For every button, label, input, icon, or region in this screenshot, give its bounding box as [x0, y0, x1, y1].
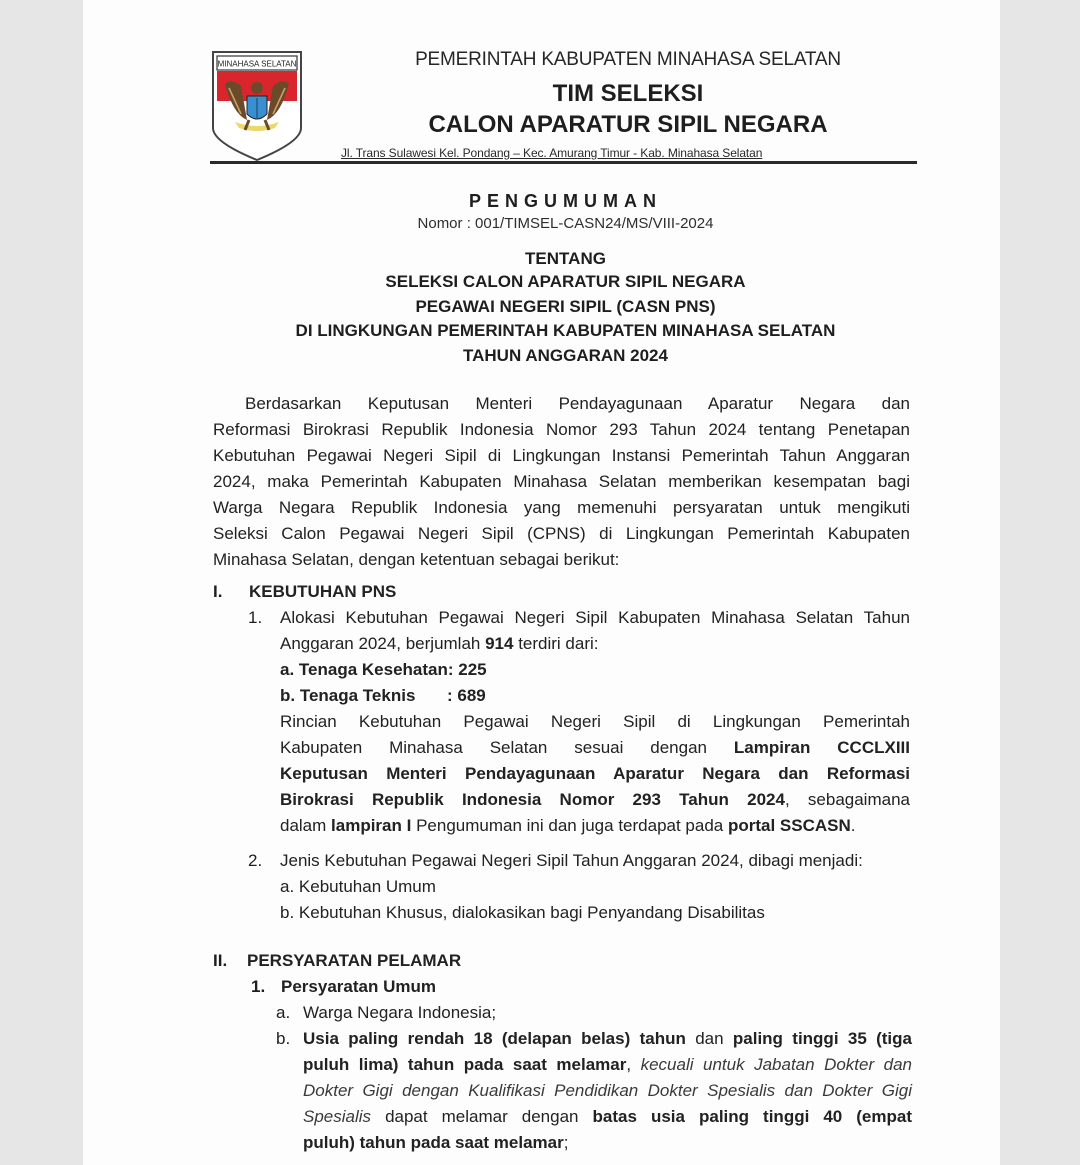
intro-line: Minahasa Selatan, dengan ketentuan sebagai berikut: — [213, 550, 620, 569]
allocation-value: : 225 — [447, 660, 487, 679]
text-span: Lampiran CCCLXIII — [733, 738, 910, 757]
intro-line: Berdasarkan Keputusan Menteri Pendayagunaan Aparatur Negara dan — [245, 394, 910, 413]
text-span: portal SSCASN — [727, 816, 851, 835]
requirement-b-marker: b. — [276, 1029, 291, 1048]
letterhead-team-name: TIM SELEKSI — [552, 80, 704, 107]
allocation-value: : 689 — [447, 686, 486, 705]
allocation-label: a. Tenaga Kesehatan — [280, 660, 448, 679]
item-2-sub: b. Kebutuhan Khusus, dialokasikan bagi Penyandang Disabilitas — [280, 903, 765, 922]
requirement-b-line — [303, 1026, 912, 1052]
detail-line: Keputusan Menteri Pendayagunaan Aparatur Negara dan Reformasi — [280, 764, 910, 783]
letterhead-divider — [210, 161, 917, 164]
text-span: puluh) tahun pada saat melamar — [303, 1133, 564, 1152]
subject-line: DI LINGKUNGAN PEMERINTAH KABUPATEN MINAHASA SELATAN — [295, 321, 836, 340]
subject-line: SELEKSI CALON APARATUR SIPIL NEGARA — [385, 272, 746, 291]
text-span: Pengumuman ini dan juga terdapat pada — [411, 816, 728, 835]
item-2-line: Jenis Kebutuhan Pegawai Negeri Sipil Tahun Anggaran 2024, dibagi menjadi: — [280, 851, 863, 870]
text-span: dan — [685, 1029, 733, 1048]
intro-line: Reformasi Birokrasi Republik Indonesia Nomor 293 Tahun 2024 tentang Penetapan — [213, 420, 910, 439]
text-span: Anggaran 2024, berjumlah — [280, 634, 486, 653]
text-span: dalam — [280, 816, 332, 835]
letterhead-government-name: PEMERINTAH KABUPATEN MINAHASA SELATAN — [415, 49, 841, 70]
allocation-label: b. Tenaga Teknis — [280, 686, 416, 705]
detail-line — [280, 813, 910, 839]
announcement-number: Nomor : 001/TIMSEL-CASN24/MS/VIII-2024 — [417, 215, 714, 232]
text-span: , — [626, 1055, 641, 1074]
text-span: Kabupaten Minahasa Selatan sesuai dengan — [280, 738, 734, 757]
announcement-heading: PENGUMUMAN — [469, 191, 662, 211]
section-2-item-1-number: 1. — [251, 977, 266, 996]
tentang-label: TENTANG — [525, 249, 606, 268]
text-span: Usia paling rendah 18 (delapan belas) tahun — [303, 1029, 686, 1048]
item-2-text — [280, 848, 920, 926]
requirement-a: Warga Negara Indonesia; — [303, 1003, 497, 1022]
section-1-heading: KEBUTUHAN PNS — [249, 582, 397, 601]
letterhead-title: CALON APARATUR SIPIL NEGARA — [428, 111, 828, 138]
section-2-heading: PERSYARATAN PELAMAR — [247, 951, 462, 970]
letterhead-address: Jl. Trans Sulawesi Kel. Pondang – Kec. Amurang Timur - Kab. Minahasa Selatan — [341, 146, 763, 160]
text-span: Spesialis — [303, 1107, 372, 1126]
detail-line — [280, 787, 910, 813]
allocation-health — [280, 657, 910, 683]
item-1-text — [280, 605, 910, 839]
intro-paragraph — [213, 391, 910, 573]
text-span: lampiran I — [331, 816, 412, 835]
requirement-b — [303, 1026, 912, 1156]
text-span: terdiri dari: — [513, 634, 599, 653]
section-1-numeral: I. — [213, 582, 223, 601]
intro-line: 2024, maka Pemerintah Kabupaten Minahasa Selatan memberikan kesempatan bagi — [213, 472, 910, 491]
requirement-b-line — [303, 1104, 912, 1130]
text-span: , sebagaimana — [784, 790, 910, 809]
intro-line: Kebutuhan Pegawai Negeri Sipil di Lingkungan Instansi Pemerintah Tahun Anggaran — [213, 446, 910, 465]
section-2-numeral: II. — [213, 951, 228, 970]
text-span: dapat melamar dengan — [371, 1107, 593, 1126]
text-span: kecuali untuk Jabatan Dokter dan — [640, 1055, 913, 1074]
requirement-b-line: Dokter Gigi dengan Kualifikasi Pendidikan Dokter Spesialis dan Dokter Gigi — [303, 1081, 912, 1100]
text-span: Birokrasi Republik Indonesia Nomor 293 Tahun 2024 — [280, 790, 785, 809]
item-2-sub: a. Kebutuhan Umum — [280, 877, 436, 896]
svg-text:MINAHASA SELATAN: MINAHASA SELATAN — [217, 59, 297, 69]
requirement-a-marker: a. — [276, 1003, 291, 1022]
requirement-b-line — [303, 1052, 912, 1078]
item-1-number: 1. — [248, 608, 263, 627]
text-span: ; — [563, 1133, 569, 1152]
detail-line: Rincian Kebutuhan Pegawai Negeri Sipil di Lingkungan Pemerintah — [280, 712, 910, 731]
total-allocation: 914 — [485, 634, 514, 653]
intro-line: Warga Negara Republik Indonesia yang memenuhi persyaratan untuk mengikuti — [213, 498, 910, 517]
text-span: puluh lima) tahun pada saat melamar — [303, 1055, 627, 1074]
item-1-line — [280, 631, 910, 657]
text-span: paling tinggi 35 (tiga — [732, 1029, 912, 1048]
section-2-item-1-heading: Persyaratan Umum — [281, 977, 436, 996]
item-2-number: 2. — [248, 851, 263, 870]
text-span: . — [850, 816, 856, 835]
document-page — [83, 0, 1000, 1165]
intro-line: Seleksi Calon Pegawai Negeri Sipil (CPNS) di Lingkungan Pemerintah Kabupaten — [213, 524, 910, 543]
minahasa-selatan-logo-icon — [211, 50, 303, 162]
subject-line: PEGAWAI NEGERI SIPIL (CASN PNS) — [415, 297, 716, 316]
item-1-line: Alokasi Kebutuhan Pegawai Negeri Sipil Kabupaten Minahasa Selatan Tahun — [280, 608, 910, 627]
allocation-technical — [280, 683, 910, 709]
requirement-b-line — [303, 1130, 912, 1156]
detail-line — [280, 735, 910, 761]
subject-line: TAHUN ANGGARAN 2024 — [463, 346, 668, 365]
text-span: batas usia paling tinggi 40 (empat — [592, 1107, 912, 1126]
